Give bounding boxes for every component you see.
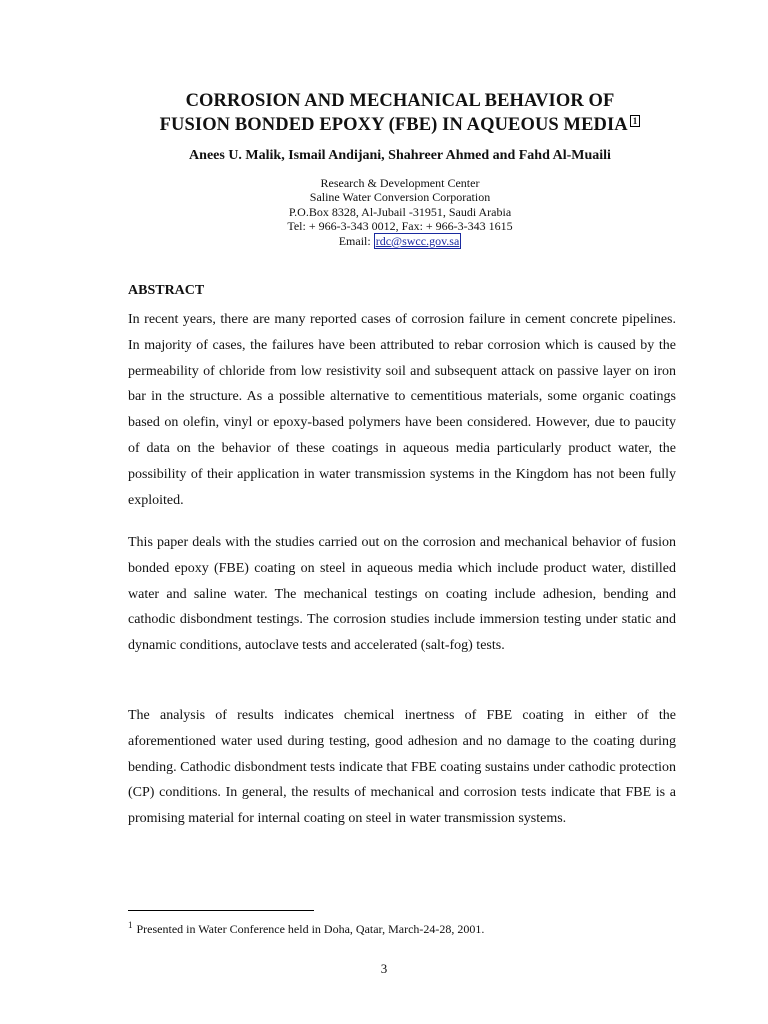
affiliation-block bbox=[180, 176, 620, 248]
footnote-marker: 1 bbox=[128, 920, 133, 930]
affiliation-email-line bbox=[180, 234, 620, 248]
title-line-1: CORROSION AND MECHANICAL BEHAVIOR OF bbox=[185, 91, 615, 111]
footnote bbox=[128, 917, 484, 937]
footnote-reference[interactable]: 1 bbox=[630, 115, 641, 127]
abstract-paragraph-2: This paper deals with the studies carried out on the corrosion and mechanical behavior of fusion bonded epoxy (FBE) coating on steel in aqueous media which include product water, distilled water and saline water. The mechanical testings on coating include adhesion, bending and cathodic disbondment testings. The corrosion studies include immersion testing under static and dynamic conditions, autoclave tests and accelerated (salt-fog) tests. bbox=[128, 535, 676, 654]
abstract-paragraph-1: In recent years, there are many reported cases of corrosion failure in cement concrete pipelines. In majority of cases, the failures have been attributed to rebar corrosion which is caused by the permeability of chloride from low resistivity soil and subsequent attack on passive layer on iron bar in the structure. As a possible alternative to cementitious materials, some organic coatings based on olefin, vinyl or epoxy-based polymers have been considered. However, due to paucity of data on the behavior of these coatings in aqueous media particularly product water, the possibility of their application in water transmission systems in the Kingdom has not been fully exploited. bbox=[128, 312, 676, 508]
title-line-2-text: FUSION BONDED EPOXY (FBE) IN AQUEOUS MEDIA bbox=[159, 115, 628, 135]
affiliation-line-4: Tel: + 966-3-343 0012, Fax: + 966-3-343 1615 bbox=[287, 219, 513, 234]
affiliation-line-2: Saline Water Conversion Corporation bbox=[309, 190, 491, 205]
footnote-divider bbox=[128, 910, 314, 911]
email-label: Email: bbox=[338, 233, 374, 248]
abstract-heading: ABSTRACT bbox=[128, 283, 205, 298]
author-list: Anees U. Malik, Ismail Andijani, Shahreer Ahmed and Fahd Al-Muaili bbox=[189, 148, 611, 163]
affiliation-line-3: P.O.Box 8328, Al-Jubail -31951, Saudi Arabia bbox=[288, 204, 512, 219]
affiliation-line-1: Research & Development Center bbox=[320, 176, 480, 190]
title-line-2 bbox=[100, 113, 700, 137]
footnote-text: Presented in Water Conference held in Doha, Qatar, March-24-28, 2001. bbox=[136, 922, 485, 936]
email-link[interactable]: rdc@swcc.gov.sa bbox=[375, 233, 460, 248]
page-number: 3 bbox=[380, 961, 388, 976]
paper-title bbox=[100, 89, 700, 137]
abstract-paragraph-3: The analysis of results indicates chemical inertness of FBE coating in either of the aforementioned water used during testing, good adhesion and no damage to the coating during bending. Cathodic disbondment tests indicate that FBE coating sustains under cathodic protection (CP) conditions. In general, the results of mechanical and corrosion tests indicate that FBE is a promising material for internal coating on steel in water transmission systems. bbox=[128, 708, 676, 827]
